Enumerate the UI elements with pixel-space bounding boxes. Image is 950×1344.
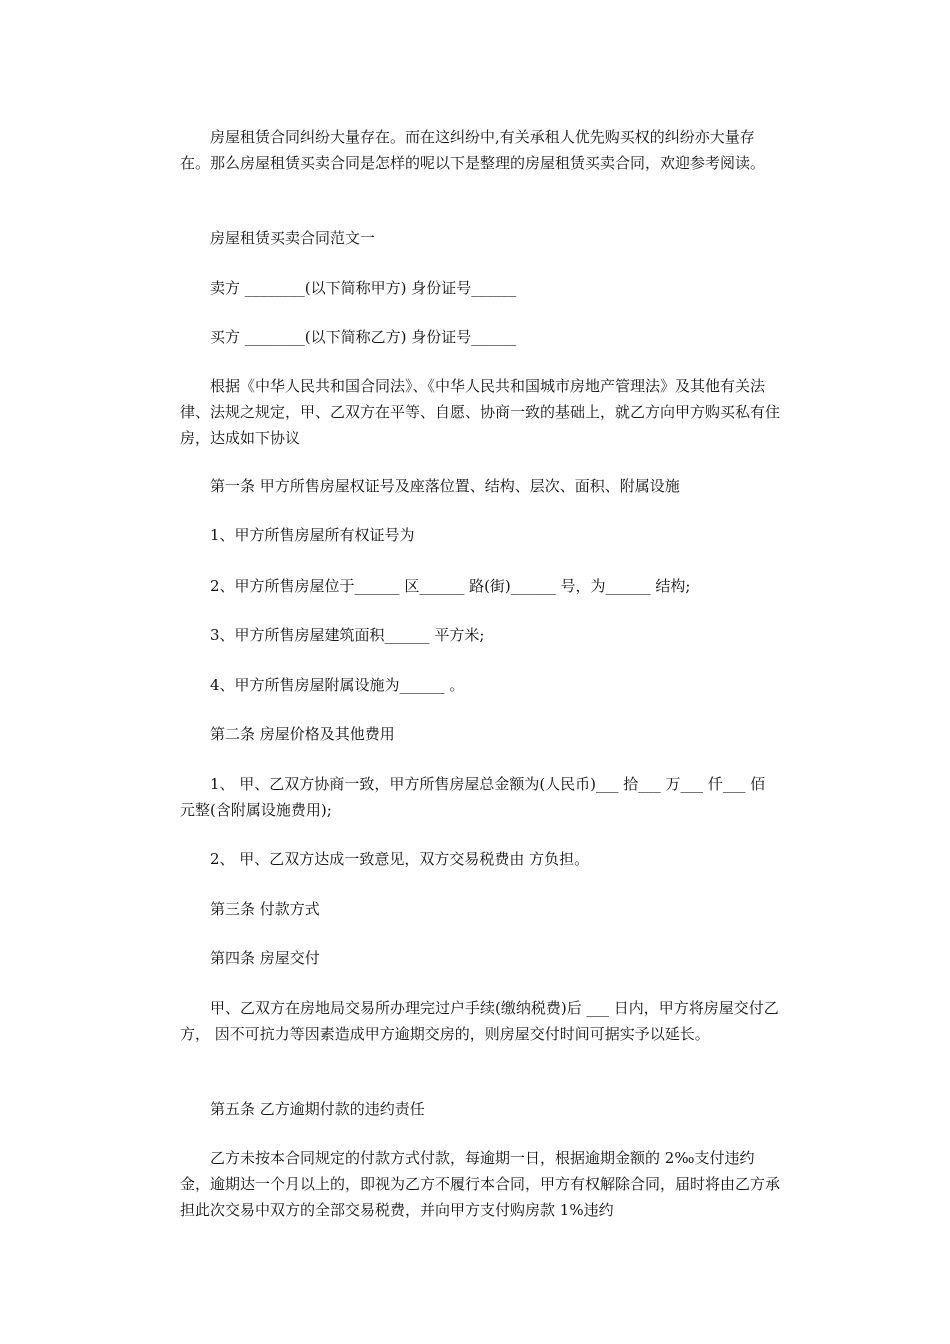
article-3-heading: 第三条 付款方式: [180, 900, 320, 918]
article-1-item-3: 3、甲方所售房屋建筑面积______ 平方米;: [180, 626, 485, 644]
article-2-item-1: 1、 甲、乙双方协商一致，甲方所售房屋总金额为(人民币)___ 拾___ 万___ 仟___ 佰元整(含附属设施费用);: [180, 775, 766, 819]
article-4-paragraph: 甲、乙双方在房地局交易所办理完过户手续(缴纳税费)后 ___ 日内，甲方将房屋交付乙方， 因不可抗力等因素造成甲方逾期交房的，则房屋交付时间可据实予以延长。: [180, 999, 779, 1043]
article-1-heading: 第一条 甲方所售房屋权证号及座落位置、结构、层次、面积、附属设施: [180, 477, 680, 495]
article-2-item-2: 2、 甲、乙双方达成一致意见，双方交易税费由 方负担。: [180, 850, 590, 868]
article-4-heading: 第四条 房屋交付: [180, 949, 320, 967]
article-1-item-2: 2、甲方所售房屋位于______ 区______ 路(街)______ 号，为______ 结构;: [180, 577, 691, 595]
intro-paragraph: 房屋租赁合同纠纷大量存在。而在这纠纷中,有关承租人优先购买权的纠纷亦大量存在。那么房屋租赁买卖合同是怎样的呢以下是整理的房屋租赁买卖合同，欢迎参考阅读。: [180, 128, 766, 172]
article-2-heading: 第二条 房屋价格及其他费用: [180, 725, 395, 743]
seller-line: 卖方 ________(以下简称甲方) 身份证号______: [180, 279, 517, 297]
article-1-item-1: 1、甲方所售房屋所有权证号为: [180, 526, 415, 544]
section-heading: 房屋租赁买卖合同范文一: [180, 229, 376, 247]
article-1-item-4: 4、甲方所售房屋附属设施为______ 。: [180, 676, 465, 694]
basis-paragraph: 根据《中华人民共和国合同法》、《中华人民共和国城市房地产管理法》及其他有关法律、法规之规定，甲、乙双方在平等、自愿、协商一致的基础上，就乙方向甲方购买私有住房，达成如下协议: [180, 377, 781, 447]
buyer-line: 买方 ________(以下简称乙方) 身份证号______: [180, 328, 517, 346]
article-5-paragraph: 乙方未按本合同规定的付款方式付款，每逾期一日，根据逾期金额的 2‰支付违约金，逾期达一个月以上的，即视为乙方不履行本合同，甲方有权解除合同，届时将由乙方承担此次交易中双方的全部交易税费，并向甲方支付购房款 1%违约: [180, 1149, 781, 1219]
article-5-heading: 第五条 乙方逾期付款的违约责任: [180, 1100, 425, 1118]
